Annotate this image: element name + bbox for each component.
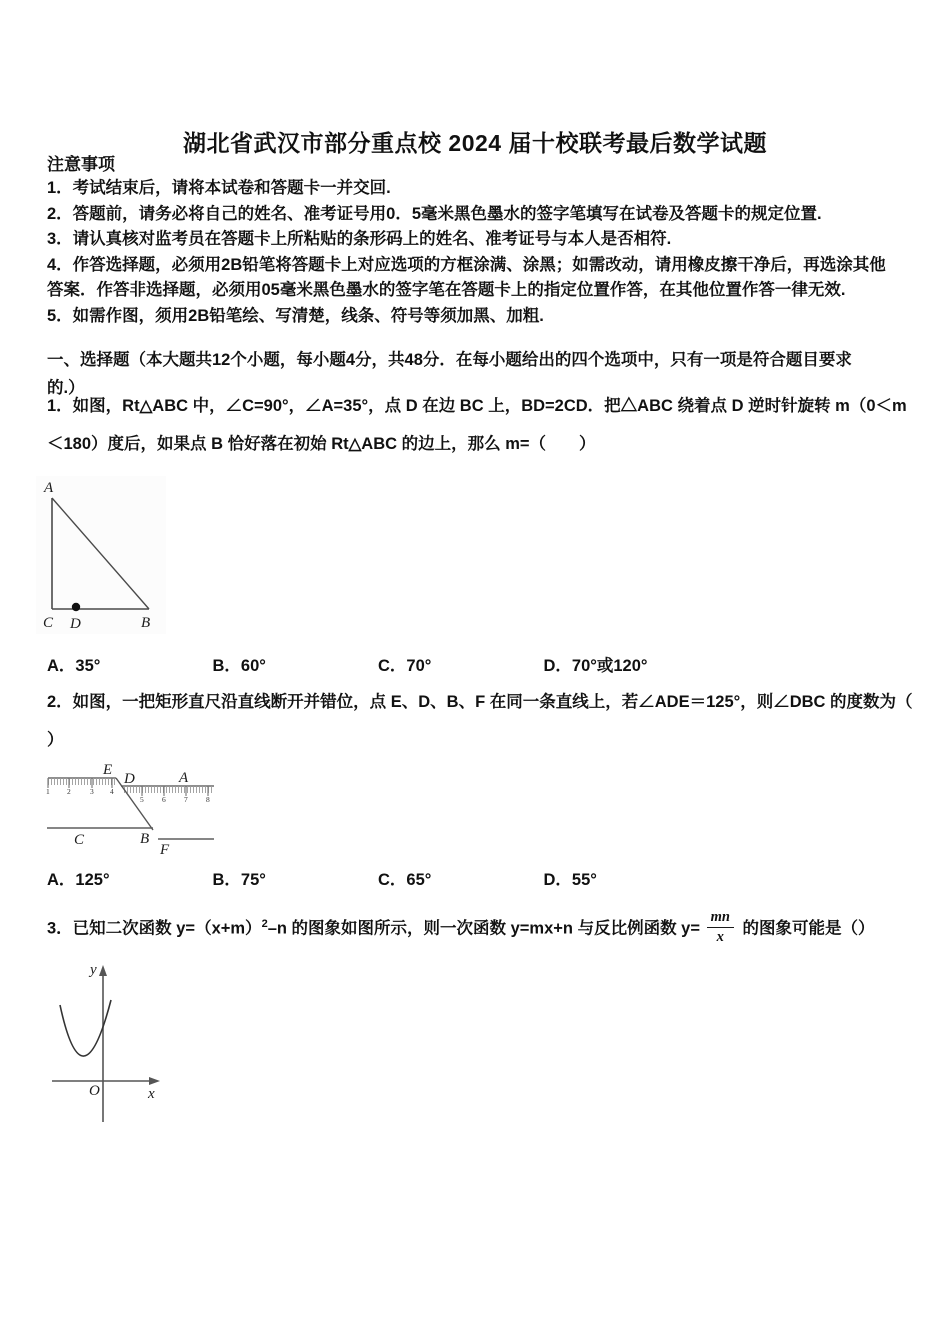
question-1-text-line1: 1．如图，Rt△ABC 中，∠C=90°，∠A=35°，点 D 在边 BC 上，BD=2CD．把△ABC 绕着点 D 逆时针旋转 m（0＜m — [47, 397, 907, 415]
label-e: E — [103, 762, 113, 778]
fraction-mn-over-x — [707, 909, 734, 945]
q1-option-d: D．70°或120° — [543, 657, 648, 675]
question-2-options — [47, 866, 927, 890]
ruler-tick-7: 7 — [184, 795, 188, 804]
label-d: D — [124, 771, 135, 787]
label-a: A — [44, 480, 54, 496]
figure-ruler — [40, 755, 225, 857]
label-x: x — [148, 1086, 155, 1102]
q2-option-b: B．75° — [212, 871, 266, 889]
fraction-denominator: x — [716, 928, 724, 945]
notice-item-5: 5．如需作图，须用2B铅笔绘、写清楚，线条、符号等须加黑、加粗. — [47, 306, 544, 325]
fraction-numerator: mn — [707, 909, 734, 928]
figure-right-triangle — [36, 476, 166, 634]
label-c: C — [43, 615, 54, 631]
q1-option-a: A．35° — [47, 657, 101, 675]
label-f: F — [160, 842, 170, 857]
question-1-text-line2: ＜180）度后，如果点 B 恰好落在初始 Rt△ABC 的边上，那么 m=（ ） — [47, 435, 596, 453]
label-b: B — [141, 615, 151, 631]
q1-option-c: C．70° — [378, 657, 432, 675]
notice-item-4-line2: 答案．作答非选择题，必须用05毫米黑色墨水的签字笔在答题卡上的指定位置作答，在其他位置作答一律无效. — [47, 281, 846, 299]
question-2-text-line2: ） — [47, 731, 64, 749]
label-y: y — [90, 962, 97, 978]
notice-heading: 注意事项 — [47, 155, 115, 174]
q2-option-a: A．125° — [47, 871, 110, 889]
section-heading-line1: 一、选择题（本大题共12个小题，每小题4分，共48分．在每小题给出的四个选项中，只有一项是符合题目要求 — [47, 351, 852, 369]
ruler-tick-6: 6 — [162, 795, 166, 804]
label-d: D — [70, 616, 81, 632]
ruler-tick-4: 4 — [110, 787, 114, 796]
label-b: B — [140, 831, 150, 847]
label-a: A — [179, 770, 189, 786]
notice-item-1: 1．考试结束后，请将本试卷和答题卡一并交回. — [47, 179, 391, 197]
y-axis-arrow — [99, 965, 107, 976]
ruler-tick-3: 3 — [90, 787, 94, 796]
figure-parabola — [48, 960, 170, 1132]
ruler-tick-2: 2 — [67, 787, 71, 796]
question-2-text-line1: 2．如图，一把矩形直尺沿直线断开并错位，点 E、D、B、F 在同一条直线上，若∠ADE＝125°，则∠DBC 的度数为（ — [47, 693, 913, 711]
label-o: O — [89, 1083, 100, 1099]
question-3-exponent: 2 — [261, 918, 268, 930]
point-d-dot — [72, 603, 80, 611]
ruler-tick-8: 8 — [206, 795, 210, 804]
page-title: 湖北省武汉市部分重点校 2024 届十校联考最后数学试题 — [183, 130, 767, 157]
ruler-tick-1: 1 — [46, 787, 50, 796]
section-heading-line2: 的.） — [47, 379, 85, 397]
question-3-text — [47, 898, 937, 955]
label-c: C — [74, 832, 85, 848]
ruler-tick-5: 5 — [140, 795, 144, 804]
x-axis-arrow — [149, 1077, 160, 1085]
notice-item-2: 2．答题前，请务必将自己的姓名、准考证号用0．5毫米黑色墨水的签字笔填写在试卷及答题卡的规定位置. — [47, 204, 822, 223]
notice-item-4-line1: 4．作答选择题，必须用2B铅笔将答题卡上对应选项的方框涂满、涂黑；如需改动，请用橡皮擦干净后，再选涂其他 — [47, 255, 886, 274]
question-1-options — [47, 652, 927, 676]
question-3-part1: 3．已知二次函数 y=（x+m） — [47, 919, 262, 938]
q1-option-b: B．60° — [212, 657, 266, 675]
notice-item-3: 3．请认真核对监考员在答题卡上所粘贴的条形码上的姓名、准考证号与本人是否相符. — [47, 230, 672, 248]
question-3-part2: –n 的图象如图所示，则一次函数 y=mx+n 与反比例函数 y= — [267, 919, 705, 938]
q2-option-c: C．65° — [378, 871, 432, 889]
notice-list — [47, 176, 917, 329]
q2-option-d: D．55° — [543, 871, 597, 889]
question-3-part3: 的图象可能是（） — [737, 919, 875, 938]
